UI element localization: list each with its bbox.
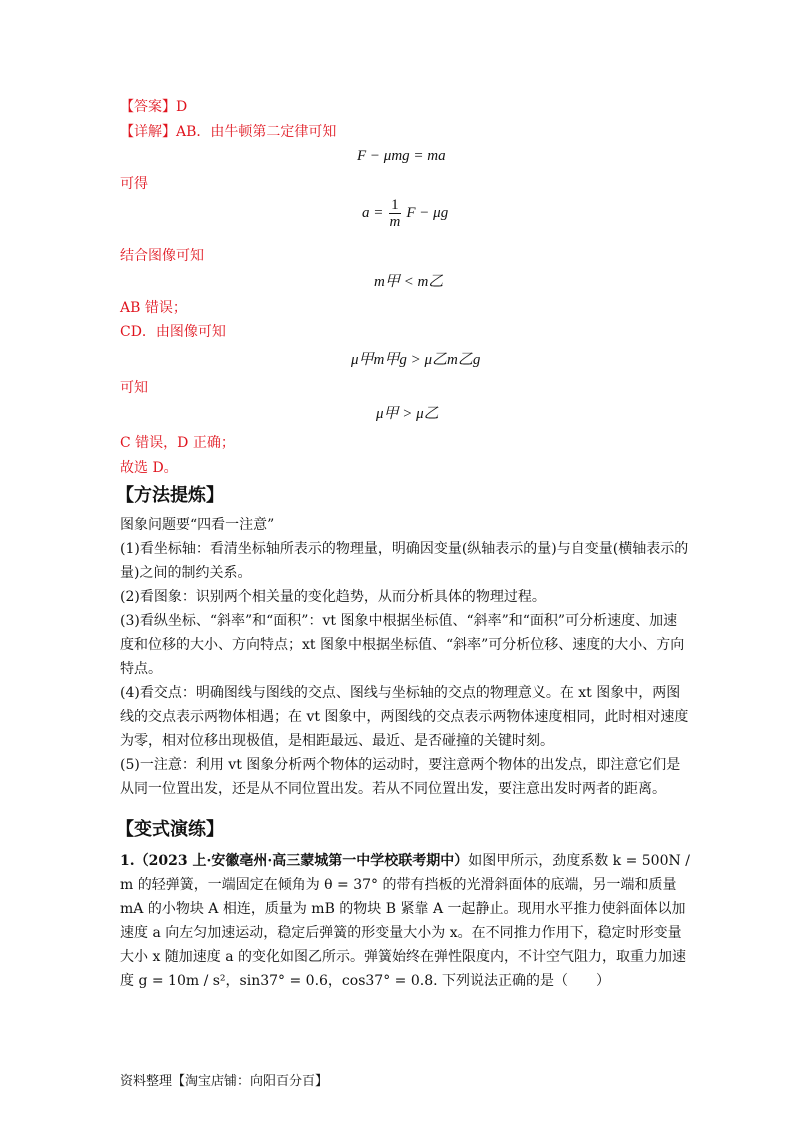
method-point-3: (3)看纵坐标、“斜率”和“面积”：vt 图象中根据坐标值、“斜率”和“面积”可分析速度、加速度和位移的大小、方向特点；xt 图象中根据坐标值、“斜率”可分析位移、速度的大小、方向特点。 bbox=[120, 613, 685, 677]
conclusion: 故选 D。 bbox=[120, 460, 178, 476]
c-wrong: C 错误，D 正确； bbox=[120, 435, 235, 451]
page-footer: 资料整理【淘宝店铺：向阳百分百】 bbox=[120, 1074, 329, 1089]
method-point-2: (2)看图象：识别两个相关量的变化趋势，从而分析具体的物理过程。 bbox=[120, 589, 546, 605]
practice-heading: 【变式演练】 bbox=[116, 819, 224, 840]
formula-acceleration-rhs: F − μg bbox=[406, 204, 449, 221]
method-heading: 【方法提炼】 bbox=[116, 485, 224, 506]
formula-friction-force-comparison: μ甲m甲g > μ乙m乙g bbox=[351, 352, 481, 368]
method-point-1: (1)看坐标轴：看清坐标轴所表示的物理量，明确因变量(纵轴表示的量)与自变量(横轴表示的量)之间的制约关系。 bbox=[120, 541, 689, 581]
question-source: 1.（2023 上·安徽亳州·高三蒙城第一中学校联考期中） bbox=[120, 853, 469, 869]
formula-fraction bbox=[389, 197, 401, 230]
formula-newton-second-law: F − μmg = ma bbox=[357, 148, 446, 164]
method-point-5: (5)一注意：利用 vt 图象分析两个物体的运动时，要注意两个物体的出发点，即注意它们是从同一位置出发，还是从不同位置出发。若从不同位置出发，要注意出发时两者的距离。 bbox=[120, 757, 681, 797]
formula-mass-comparison: m甲 < m乙 bbox=[374, 274, 444, 290]
method-body bbox=[120, 513, 690, 801]
fraction-numerator: 1 bbox=[391, 197, 399, 213]
formula-mu-comparison: μ甲 > μ乙 bbox=[376, 406, 439, 422]
formula-acceleration bbox=[362, 197, 448, 230]
method-intro: 图象问题要“四看一注意” bbox=[120, 517, 275, 533]
answer-label: 【答案】D bbox=[120, 99, 188, 115]
formula-acceleration-lhs: a = bbox=[362, 204, 384, 221]
text-kezhi: 可知 bbox=[120, 380, 148, 396]
practice-question bbox=[120, 849, 690, 993]
detail-intro: 【详解】AB．由牛顿第二定律可知 bbox=[120, 124, 337, 140]
fraction-denominator: m bbox=[389, 214, 401, 230]
method-point-4: (4)看交点：明确图线与图线的交点、图线与坐标轴的交点的物理意义。在 xt 图象中，两图线的交点表示两物体相遇；在 vt 图象中，两图线的交点表示两物体速度相同，此时相对速度为零，相对位移出现极值，是相距最远、最近、是否碰撞的关键时刻。 bbox=[120, 685, 689, 749]
question-text: 如图甲所示，劲度系数 k = 500N / m 的轻弹簧，一端固定在倾角为 θ = 37° 的带有挡板的光滑斜面体的底端，另一端和质量 mA 的小物块 A 相连，质量为 mB 的物块 B 紧靠 A 一起静止。现用水平推力使斜面体以加速度 a 向左匀加速运动，稳定后弹簧的形变量大小为 x。在不同推力作用下，稳定时形变量大小 x 随加速度 a 的变化如图乙所示。弹簧始终在弹性限度内，不计空气阻力，取重力加速度 g = 10m / s²，sin37° = 0.6，cos37° = 0.8. 下列说法正确的是（ ） bbox=[120, 853, 690, 989]
text-kede: 可得 bbox=[120, 176, 148, 192]
cd-intro: CD．由图像可知 bbox=[120, 324, 226, 340]
text-jiehe: 结合图像可知 bbox=[120, 248, 204, 264]
ab-wrong: AB 错误； bbox=[120, 300, 187, 316]
